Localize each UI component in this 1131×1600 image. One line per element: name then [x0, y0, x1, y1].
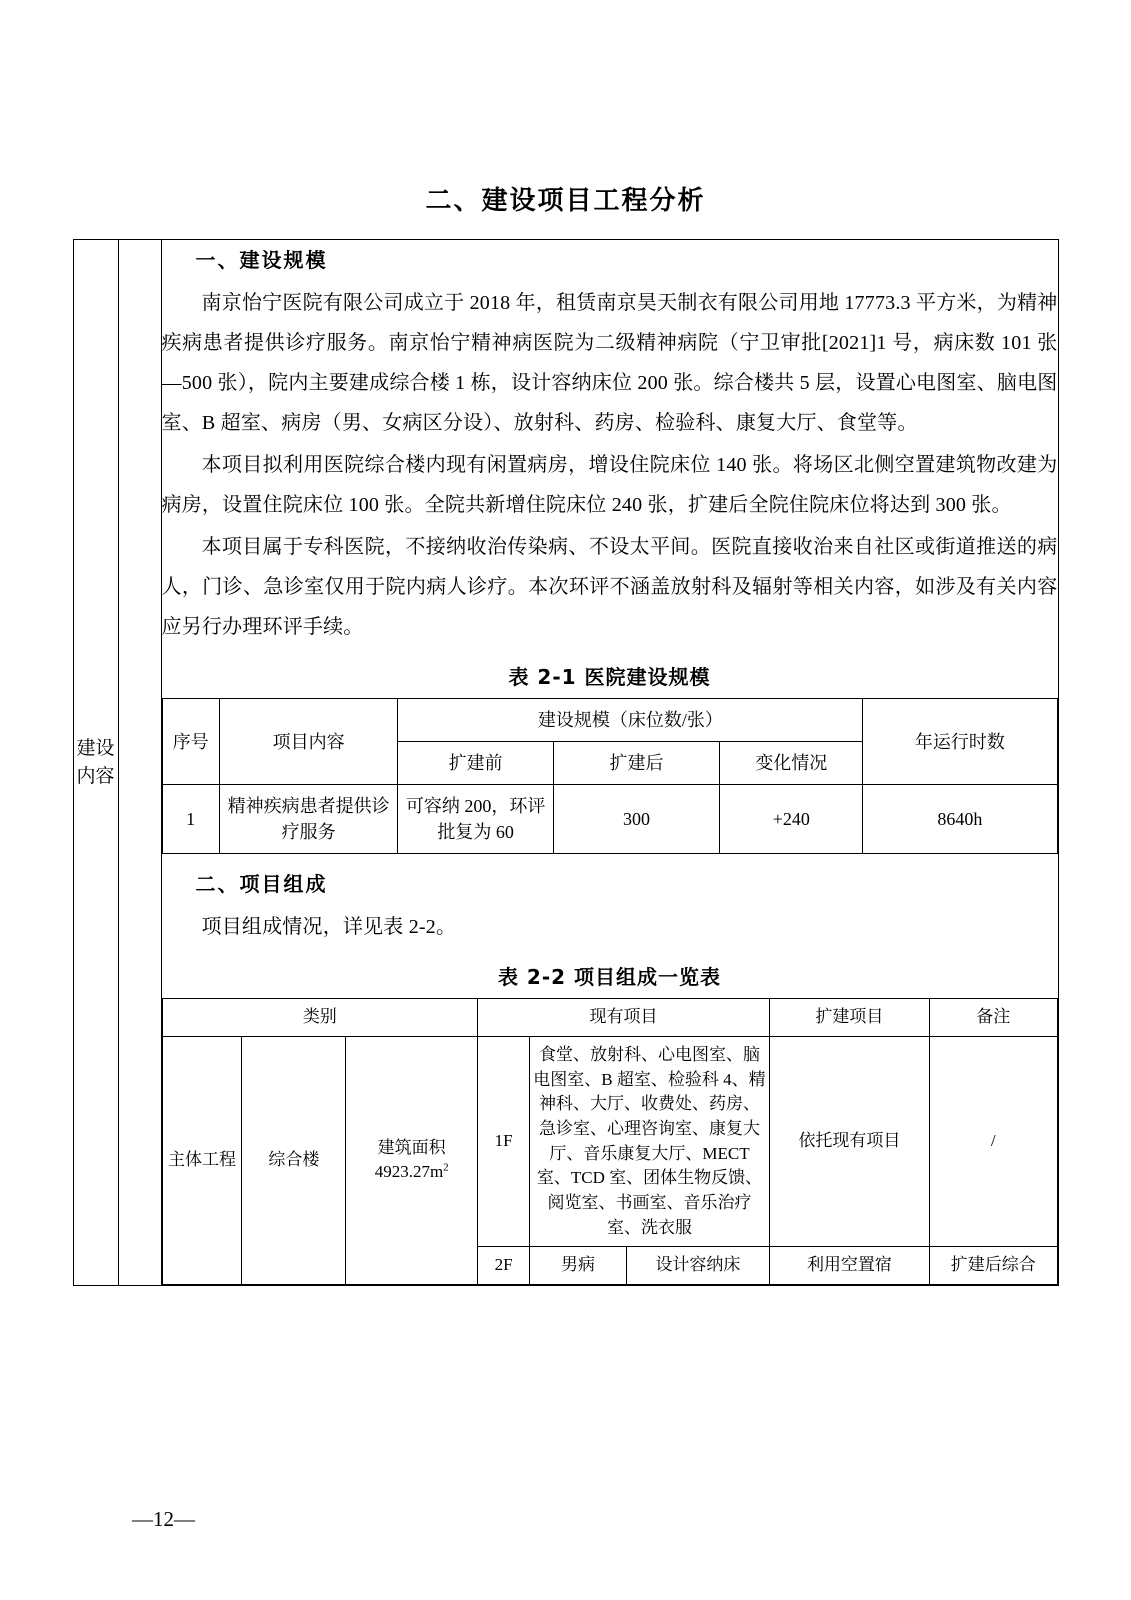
cell-expansion-2f: 利用空置宿 [769, 1247, 929, 1285]
paragraph-2: 本项目拟利用医院综合楼内现有闲置病房，增设住院床位 140 张。将场区北侧空置建筑物改建为病房，设置住院床位 100 张。全院共新增住院床位 240 张，扩建后全院住院床位将达到 300 张。 [161, 454, 1058, 516]
cell-floor-area [346, 1037, 478, 1285]
paragraph-4: 项目组成情况，详见表 2-2。 [201, 916, 457, 939]
floor-area-text: 建筑面积 $4923.27m^2$ [374, 1137, 449, 1182]
side-label-cell: 建设内容 [73, 240, 118, 1286]
heading-construction-scale: 一、建设规模 [195, 248, 328, 272]
side-spacer-cell [118, 240, 161, 1286]
paragraph-1: 南京怡宁医院有限公司成立于 2018 年，租赁南京昊天制衣有限公司用地 17773.3 平方米，为精神疾病患者提供诊疗服务。南京怡宁精神病医院为二级精神病院（宁卫审批[2021]1 号，病床数 101 张—500 张），院内主要建成综合楼 1 栋，设计容纳床位 200 张。综合楼共 5 层，设置心电图室、脑电图室、B 超室、病房（男、女病区分设）、放射科、药房、检验科、康复大厅、食堂等。 [161, 292, 1058, 434]
table-2-1 [162, 698, 1058, 854]
header-group-scale: 建设规模（床位数/张） [398, 699, 863, 742]
cell-zone-2f: 男病 [530, 1247, 626, 1284]
table-2-2-caption: 表 2-2 项目组成一览表 [497, 965, 722, 990]
header-expansion: 扩建项目 [769, 999, 929, 1037]
table-2-1-caption: 表 2-1 医院建设规模 [508, 665, 711, 689]
header-no: 序号 [162, 699, 219, 785]
cell-remark-2f: 扩建后综合 [929, 1247, 1057, 1285]
paragraph-3: 本项目属于专科医院，不接纳收治传染病、不设太平间。医院直接收治来自社区或街道推送的病人，门诊、急诊室仅用于院内病人诊疗。本次环评不涵盖放射科及辐射等相关内容，如涉及有关内容应另行办理环评手续。 [161, 536, 1058, 638]
heading-project-composition: 二、项目组成 [195, 872, 328, 897]
cell-floor-2f: 2F [478, 1247, 530, 1285]
content-frame [73, 239, 1059, 1286]
cell-before: 可容纳 200，环评批复为 60 [398, 785, 553, 854]
header-remark: 备注 [929, 999, 1057, 1037]
page-title: 二、建设项目工程分析 [425, 186, 706, 216]
cell-expansion-1f: 依托现有项目 [769, 1037, 929, 1247]
table-row [162, 785, 1057, 854]
table-row [162, 999, 1057, 1037]
table-row [162, 1037, 1057, 1247]
cell-building: 综合楼 [242, 1037, 346, 1285]
cell-content: 精神疾病患者提供诊疗服务 [219, 785, 398, 854]
cell-change: +240 [720, 785, 863, 854]
cell-hours: 8640h [863, 785, 1057, 854]
cell-beds-2f: 设计容纳床 [655, 1255, 741, 1275]
header-existing: 现有项目 [478, 999, 770, 1037]
cell-floor-1f: 1F [478, 1037, 530, 1247]
cell-detail-2f [530, 1247, 770, 1285]
cell-no: 1 [162, 785, 219, 854]
cell-after: 300 [553, 785, 720, 854]
cell-main-works: 主体工程 [162, 1037, 242, 1285]
header-change: 变化情况 [720, 742, 863, 785]
header-category: 类别 [162, 999, 478, 1037]
page-number: —12— [132, 1507, 195, 1531]
header-before: 扩建前 [398, 742, 553, 785]
table-2-2 [162, 998, 1058, 1284]
cell-remark-1f: / [929, 1037, 1057, 1247]
header-content: 项目内容 [219, 699, 398, 785]
cell-detail-1f: 食堂、放射科、心电图室、脑电图室、B 超室、检验科 4、精神科、大厅、收费处、药房、急诊室、心理咨询室、康复大厅、音乐康复大厅、MECT 室、TCD 室、团体生物反馈、阅览室、书画室、音乐治疗室、洗衣服 [530, 1037, 770, 1247]
main-content-cell [161, 240, 1058, 1286]
header-hours: 年运行时数 [863, 699, 1057, 785]
table-row [162, 699, 1057, 742]
header-after: 扩建后 [553, 742, 720, 785]
